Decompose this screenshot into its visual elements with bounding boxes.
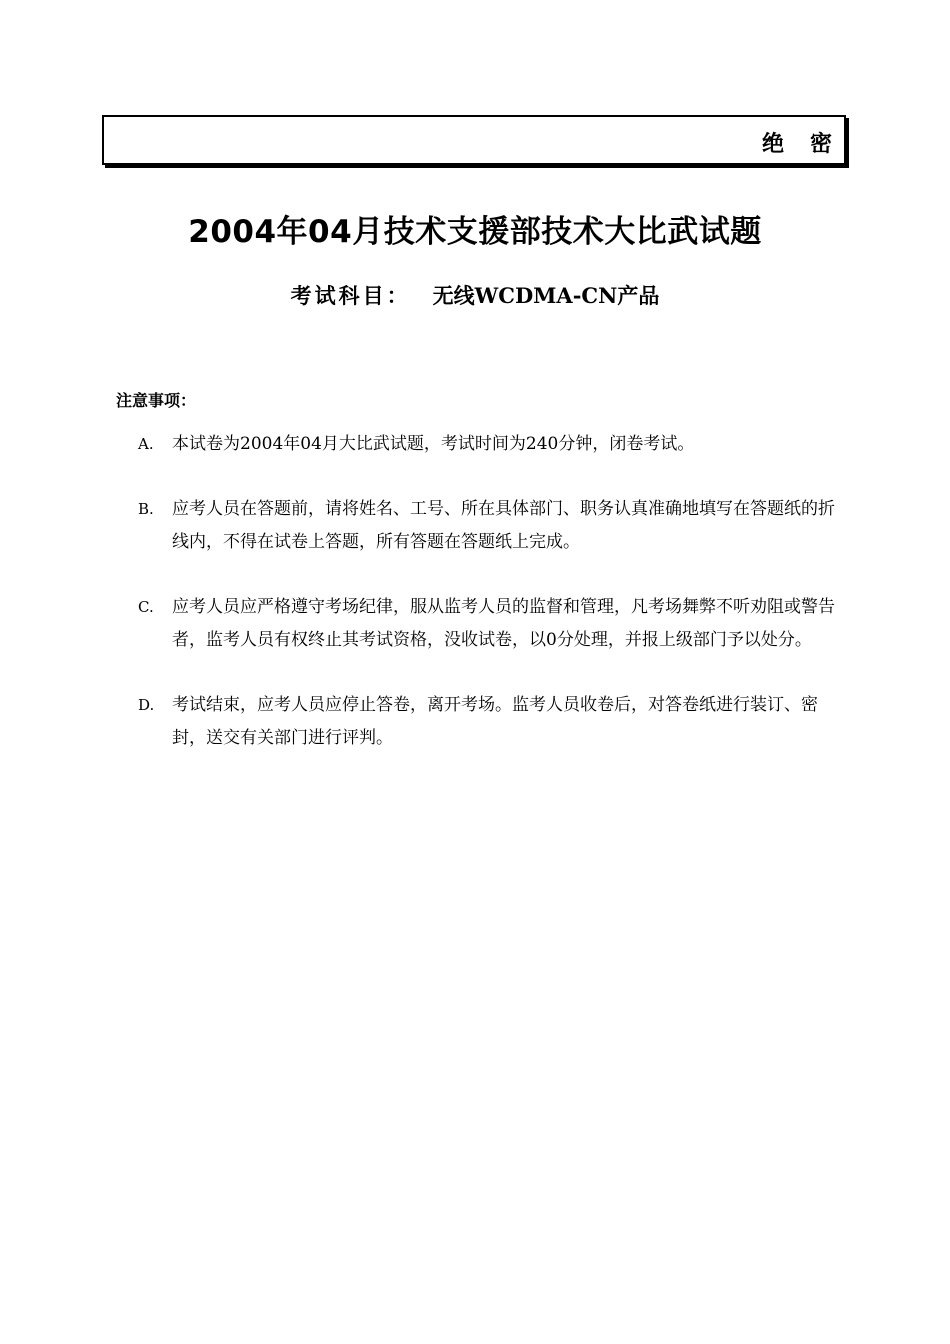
exam-title: 2004年04月技术支援部技术大比武试题 (188, 214, 762, 250)
notice-heading: 注意事项： (116, 391, 197, 410)
subject-label: 考试科目： (290, 283, 411, 308)
exam-subject (0, 280, 950, 310)
notice-item-letter: C. (138, 598, 154, 616)
notice-item-a (138, 428, 838, 461)
notice-item-b (138, 493, 838, 559)
notice-item-d (138, 689, 838, 755)
notice-item-c (138, 591, 838, 657)
notice-item-text: 考试结束，应考人员应停止答卷，离开考场。监考人员收卷后，对答卷纸进行装订、密封，送交有关部门进行评判。 (172, 695, 818, 748)
notice-item-letter: D. (138, 696, 155, 714)
notice-item-text: 应考人员应严格遵守考场纪律，服从监考人员的监督和管理，凡考场舞弊不听劝阻或警告者，监考人员有权终止其考试资格，没收试卷，以0分处理，并报上级部门予以处分。 (172, 597, 835, 650)
notice-item-text: 应考人员在答题前，请将姓名、工号、所在具体部门、职务认真准确地填写在答题纸的折线内，不得在试卷上答题，所有答题在答题纸上完成。 (172, 499, 835, 552)
notice-list (138, 428, 838, 787)
notice-item-letter: B. (138, 500, 154, 518)
notice-item-text: 本试卷为2004年04月大比武试题，考试时间为240分钟，闭卷考试。 (172, 434, 695, 454)
classification-label: 绝密 (761, 132, 858, 157)
notice-item-letter: A. (138, 435, 154, 453)
subject-value: 无线WCDMA-CN产品 (432, 283, 660, 308)
classification-box (102, 115, 858, 165)
